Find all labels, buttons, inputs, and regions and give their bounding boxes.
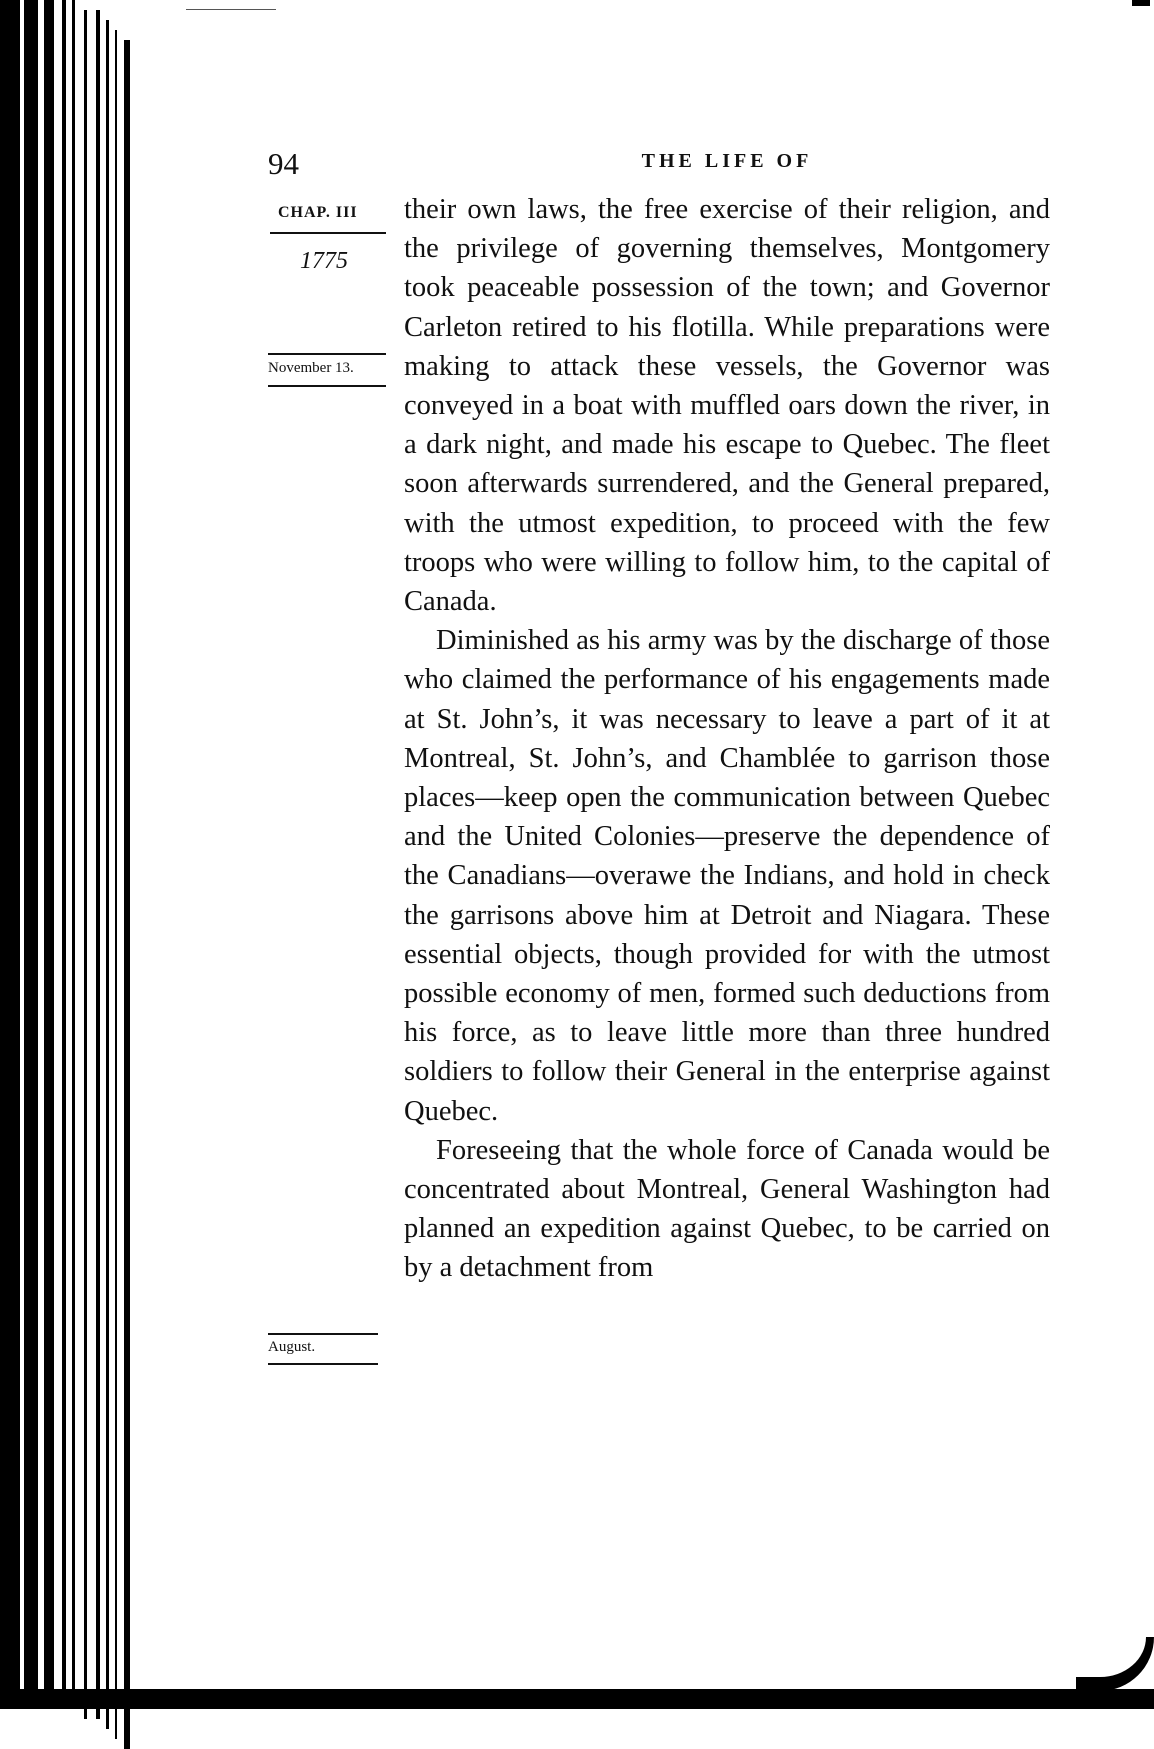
book-binding-shadow (0, 0, 140, 1709)
margin-note-august: August. (268, 1339, 316, 1355)
margin-rule (268, 385, 386, 387)
year-label: 1775 (300, 248, 348, 274)
paragraph: their own laws, the free exercise of their religion, and the privilege of governing themselves, Montgomery took peaceable possession of the town; and Governor Carleton retired to his flotilla. While preparations were making to attack these vessels, the Governor was conveyed in a boat with muffled oars down the river, in a dark night, and made his escape to Quebec. The fleet soon afterwards surrendered, and the General prepared, with the utmost expedition, to proceed with the few troops who were willing to follow him, to the capital of Canada. (404, 194, 1050, 618)
margin-rule (268, 1333, 378, 1335)
page-bottom-edge (0, 1689, 1154, 1709)
paragraph: Diminished as his army was by the discharge of those who claimed the performance of his engagements made at St. John’s, it was necessary to leave a part of it at Montreal, St. John’s, and Chamblée to garrison those places—keep open the communication between Quebec and the United Colonies—preserve the dependence of the Canadians—overawe the Indians, and hold in check the garrisons above him at Detroit and Niagara. These essential objects, though provided for with the utmost possible economy of men, formed such deductions from his force, as to leave little more than three hundred soldiers to follow their General in the enterprise against Quebec. (404, 625, 1050, 1127)
margin-rule (268, 1363, 378, 1365)
margin-rule (268, 353, 386, 355)
page-number: 94 (268, 146, 299, 181)
margin-note-november: November 13. (268, 360, 354, 376)
running-head: THE LIFE OF (641, 150, 813, 172)
page-corner-curl (1076, 1637, 1154, 1691)
paragraph: Foreseeing that the whole force of Canada would be concentrated about Montreal, General Washington had planned an expedition against Quebec, to be carried on by a detachment from (404, 1134, 1050, 1284)
top-corner-mark (1132, 0, 1150, 6)
top-edge-line (186, 9, 276, 10)
body-text (404, 190, 1050, 1288)
chapter-label: CHAP. III (278, 204, 358, 221)
margin-rule (270, 232, 386, 234)
